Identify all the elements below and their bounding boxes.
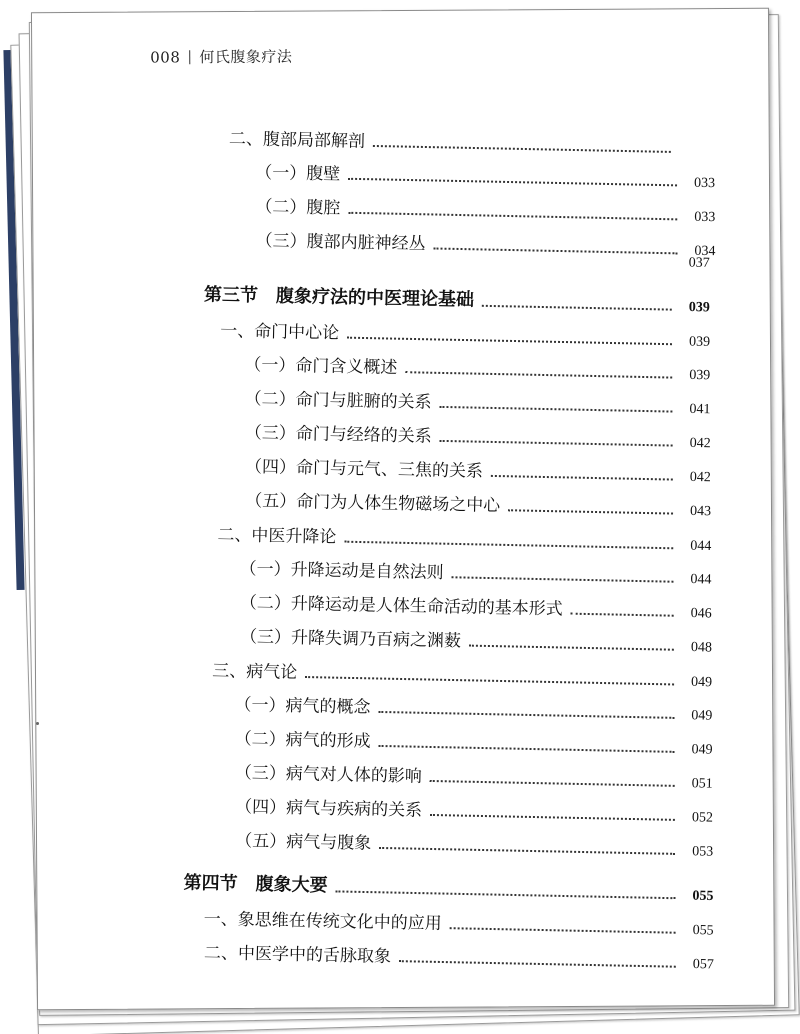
toc-leader: [491, 475, 673, 481]
toc-entry-title: （二）腹腔: [255, 196, 341, 219]
toc-entry: [255, 192, 715, 226]
toc-entry-page: 039: [689, 367, 711, 384]
toc-entry-title: （三）命门与经络的关系: [244, 422, 432, 447]
toc-entry-title: （一）升降运动是自然法则: [239, 559, 444, 584]
toc-section-entry: [183, 868, 713, 905]
toc-entry-page: 044: [690, 572, 712, 588]
toc-entry: [235, 758, 713, 793]
toc-entry-page: 039: [688, 334, 711, 350]
toc-leader: [348, 178, 677, 187]
toc-leader: [405, 371, 672, 378]
toc-entry-page: 042: [689, 469, 712, 486]
toc-leader: [571, 613, 674, 617]
toc-entry-title: （一）病气的概念: [234, 695, 371, 718]
toc-entry-page: 033: [693, 175, 716, 192]
toc-leader: [379, 847, 675, 855]
toc-leader: [344, 541, 673, 550]
toc-entry-title: 一、象思维在传统文化中的应用: [203, 909, 442, 935]
toc-entry: [204, 904, 714, 939]
toc-entry: [235, 792, 713, 827]
toc-entry-page: 051: [691, 776, 713, 792]
toc-leader: [430, 780, 675, 787]
running-head: [150, 46, 292, 68]
toc-entry-title: （四）病气与疾病的关系: [234, 797, 423, 821]
toc-entry-title: 二、中医学中的舌脉取象: [203, 943, 392, 967]
toc-entry-page: [679, 158, 709, 159]
toc-entry-page: 041: [689, 401, 711, 418]
toc-leader: [451, 576, 673, 582]
toc-entry-title: （一）腹壁: [255, 162, 341, 185]
toc-leader: [482, 305, 672, 311]
toc-entry-page: 055: [692, 888, 714, 904]
toc-entry: [255, 158, 715, 192]
toc-leader: [430, 814, 675, 821]
toc-entry: [212, 656, 712, 691]
toc-leader: [373, 145, 671, 153]
toc-entry: [240, 622, 712, 656]
toc-entry: [204, 938, 714, 973]
toc-entry-title: 一、命门中心论: [219, 321, 340, 344]
toc-entry-title: （二）升降运动是人体生命活动的基本形式: [239, 593, 563, 620]
toc-entry-page: 037: [688, 255, 710, 271]
toc-leader: [379, 745, 675, 753]
toc-entry: [244, 384, 710, 418]
toc-entry-page: 034: [694, 243, 716, 260]
toc-entry-page: 049: [690, 674, 713, 691]
toc-entry-page: 055: [692, 923, 714, 939]
toc-section-entry: [204, 280, 710, 316]
toc-leader: [508, 509, 673, 514]
toc-entry-page: 044: [690, 538, 712, 555]
toc-entry-title: （四）命门与元气、三焦的关系: [244, 456, 484, 482]
toc-entry-page: 052: [691, 810, 714, 826]
toc-entry-page: 049: [691, 742, 713, 758]
toc-entry-page: 046: [690, 606, 712, 622]
toc-entry: [235, 826, 713, 861]
toc-entry-title: 二、中医升降论: [217, 525, 337, 548]
toc-entry: [245, 452, 711, 486]
toc-page: [31, 8, 775, 1010]
header-separator: [189, 50, 190, 64]
toc-leader: [305, 676, 674, 685]
toc-entry-title: （五）命门为人体生物磁场之中心: [245, 490, 501, 517]
toc-entry-title: （三）升降失调乃百病之渊薮: [239, 627, 462, 652]
toc-entry: [255, 226, 715, 260]
toc-entry: [245, 486, 711, 520]
toc-entry-page: 053: [692, 844, 714, 860]
toc-entry: [229, 124, 709, 159]
scan-speck: [36, 722, 39, 725]
toc-entry-page: 042: [689, 435, 711, 452]
toc-entry: [217, 520, 711, 555]
toc-entry: [680, 255, 714, 272]
toc-entry-title: （二）病气的形成: [234, 729, 371, 752]
toc-leader: [347, 337, 672, 346]
toc-entry-page: 048: [690, 640, 713, 656]
toc-entry-title: 二、腹部局部解剖: [228, 129, 366, 152]
toc-entry-title: （一）命门含义概述: [244, 354, 398, 379]
toc-entry-title: 第四节 腹象大要: [183, 872, 328, 897]
toc-leader: [440, 440, 673, 447]
toc-entry-title: （三）腹部内脏神经丛: [255, 230, 426, 255]
toc-entry-page: 043: [689, 503, 712, 520]
toc-leader: [439, 406, 672, 413]
toc-entry: [234, 690, 712, 725]
toc-entry: [239, 554, 711, 588]
toc-leader: [469, 645, 674, 651]
toc-entry-title: 第三节 腹象疗法的中医理论基础: [203, 284, 475, 311]
book-title: 何氏腹象疗法: [199, 47, 293, 67]
toc-entry: [220, 316, 710, 351]
toc-entry-page: 039: [688, 299, 710, 316]
toc-entry-page: 049: [691, 708, 713, 724]
toc-entry-page: 033: [694, 209, 716, 226]
toc-leader: [348, 212, 677, 221]
toc-leader: [378, 711, 674, 719]
toc-entry-title: （三）病气对人体的影响: [234, 763, 423, 787]
toc-entry: [245, 418, 711, 452]
toc-entry-page: 057: [692, 957, 714, 973]
toc-leader: [335, 890, 675, 899]
toc-entry-title: 三、病气论: [212, 661, 298, 683]
toc-leader: [450, 927, 676, 934]
toc-leader: [433, 247, 677, 254]
toc-leader: [399, 960, 676, 968]
toc-entry-title: （二）命门与脏腑的关系: [244, 388, 432, 413]
toc-entry-title: （五）病气与腹象: [235, 831, 372, 854]
toc-entry: [240, 588, 712, 622]
toc-entry: [234, 724, 712, 759]
toc-entry: [244, 350, 710, 384]
page-number: 008: [150, 48, 181, 67]
